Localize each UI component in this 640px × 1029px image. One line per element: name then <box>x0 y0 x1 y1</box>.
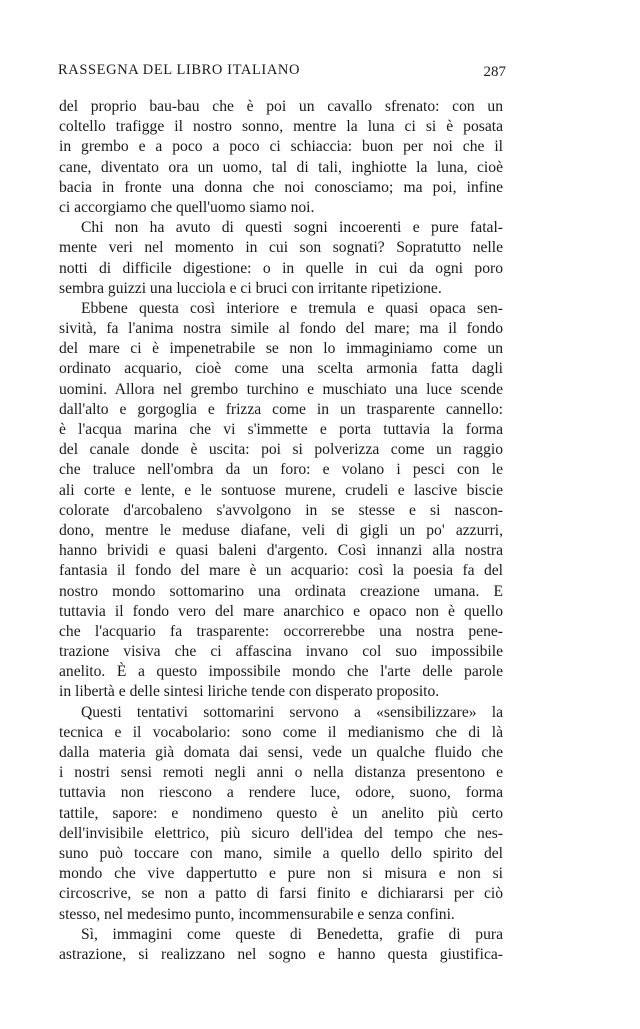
text-line: mondo che vive dappertutto e pure non si misura e non si <box>59 865 503 883</box>
text-line: in libertà e delle sintesi liriche tende con disperato proposito. <box>59 683 440 701</box>
text-line: che l'acquario fa trasparente: occorrerebbe una nostra pene- <box>59 622 503 640</box>
text-line: tuttavia il fondo vero del mare anarchico e opaco non è quello <box>59 602 503 620</box>
text-line: nostro mondo sottomarino una ordinata creazione umana. E <box>59 582 503 600</box>
text-line: del proprio bau-bau che è poi un cavallo sfrenato: con un <box>59 98 503 115</box>
text-line: uomini. Allora nel grembo turchino e muschiato una luce scende <box>59 380 503 398</box>
text-line: del canale donde è uscita: poi si polverizza come un raggio <box>59 441 503 459</box>
running-title: RASSEGNA DEL LIBRO ITALIANO <box>58 62 301 78</box>
paragraph <box>59 925 503 965</box>
text-line: Chi non ha avuto di questi sogni incoerenti e pure fatal- <box>81 219 503 237</box>
text-line: sembra guizzi una lucciola e ci bruci con irritante ripetizione. <box>59 279 442 297</box>
text-line: del mare ci è impenetrabile se non lo immaginiamo come un <box>59 340 503 358</box>
text-line: mente veri nel momento in cui son sognati? Sopratutto nelle <box>59 239 503 257</box>
text-line: trazione visiva che ci affascina invano col suo impossibile <box>59 643 503 661</box>
paragraph <box>59 97 503 218</box>
text-line: dall'alto e gorgoglia e frizza come in un trasparente cannello: <box>59 400 503 418</box>
text-line: bacia in fronte una donna che noi conosciamo; ma poi, infine <box>59 178 503 196</box>
text-line: in grembo e a poco a poco ci schiaccia: buon per noi che il <box>59 138 503 156</box>
text-line: ci accorgiamo che quell'uomo siamo noi. <box>59 198 315 216</box>
text-line: Sì, immagini come queste di Benedetta, grafie di pura <box>81 925 503 943</box>
text-line: dono, mentre le meduse diafane, veli di gigli un po' azzurri, <box>59 521 503 539</box>
text-line: dalla materia già domata dai sensi, vede un qualche fluido che <box>59 744 503 761</box>
text-line: è l'acqua marina che vi s'immette e porta tuttavia la forma <box>59 421 503 438</box>
text-line: cane, diventato ora un uomo, tal di tali, inghiotte la luna, cioè <box>59 158 503 176</box>
text-line: anelito. È a questo impossibile mondo che l'arte delle parole <box>59 663 503 681</box>
text-line: Questi tentativi sottomarini servono a «sensibilizzare» la <box>81 703 503 721</box>
text-line: suno può toccare con mano, simile a quello dello spirito del <box>59 844 503 862</box>
text-line: tattile, sapore: e nondimeno questo è un anelito più certo <box>59 804 503 822</box>
page-number: 287 <box>483 64 506 80</box>
running-head <box>58 62 506 84</box>
body-text <box>59 97 503 965</box>
text-line: ordinato acquario, cioè come una scelta armonia fatta dagli <box>59 360 503 378</box>
text-line: sività, fa l'anima nostra simile al fondo del mare; ma il fondo <box>59 320 503 338</box>
paragraph <box>59 703 503 925</box>
text-line: dell'invisibile elettrico, più sicuro dell'idea del tempo che nes- <box>59 824 503 842</box>
text-line: hanno brividi e quasi baleni d'argento. Così innanzi alla nostra <box>59 542 503 560</box>
paragraph <box>59 218 503 299</box>
text-line: notti di difficile digestione: o in quelle in cui da ogni poro <box>59 259 503 277</box>
text-line: tecnica e il vocabolario: sono come il medianismo che di là <box>59 723 503 741</box>
text-line: circoscrive, se non a patto di farsi finito e dichiararsi per ciò <box>59 885 503 903</box>
text-line: stesso, nel medesimo punto, incommensurabile e senza confini. <box>59 905 455 923</box>
text-line: colorate d'arcobaleno s'avvolgono in se stesse e si nascon- <box>59 501 503 519</box>
text-line: Ebbene questa così interiore e tremula e quasi opaca sen- <box>81 299 503 317</box>
text-line: astrazione, si realizzano nel sogno e hanno questa giustifica- <box>59 945 503 963</box>
text-line: i nostri sensi remoti negli anni o nella distanza presentono e <box>59 764 503 782</box>
text-line: ali corte e lente, e le sontuose murene, crudeli e lascive biscie <box>59 481 503 499</box>
text-line: fantasia il fondo del mare è un acquario: così la poesia fa del <box>59 562 503 580</box>
paragraph <box>59 299 503 703</box>
text-line: coltello trafigge il nostro sonno, mentre la luna ci si è posata <box>59 118 503 136</box>
text-line: tuttavia non riescono a rendere luce, odore, suono, forma <box>59 784 503 802</box>
text-line: che traluce nell'ombra da un foro: e volano i pesci con le <box>59 461 503 479</box>
